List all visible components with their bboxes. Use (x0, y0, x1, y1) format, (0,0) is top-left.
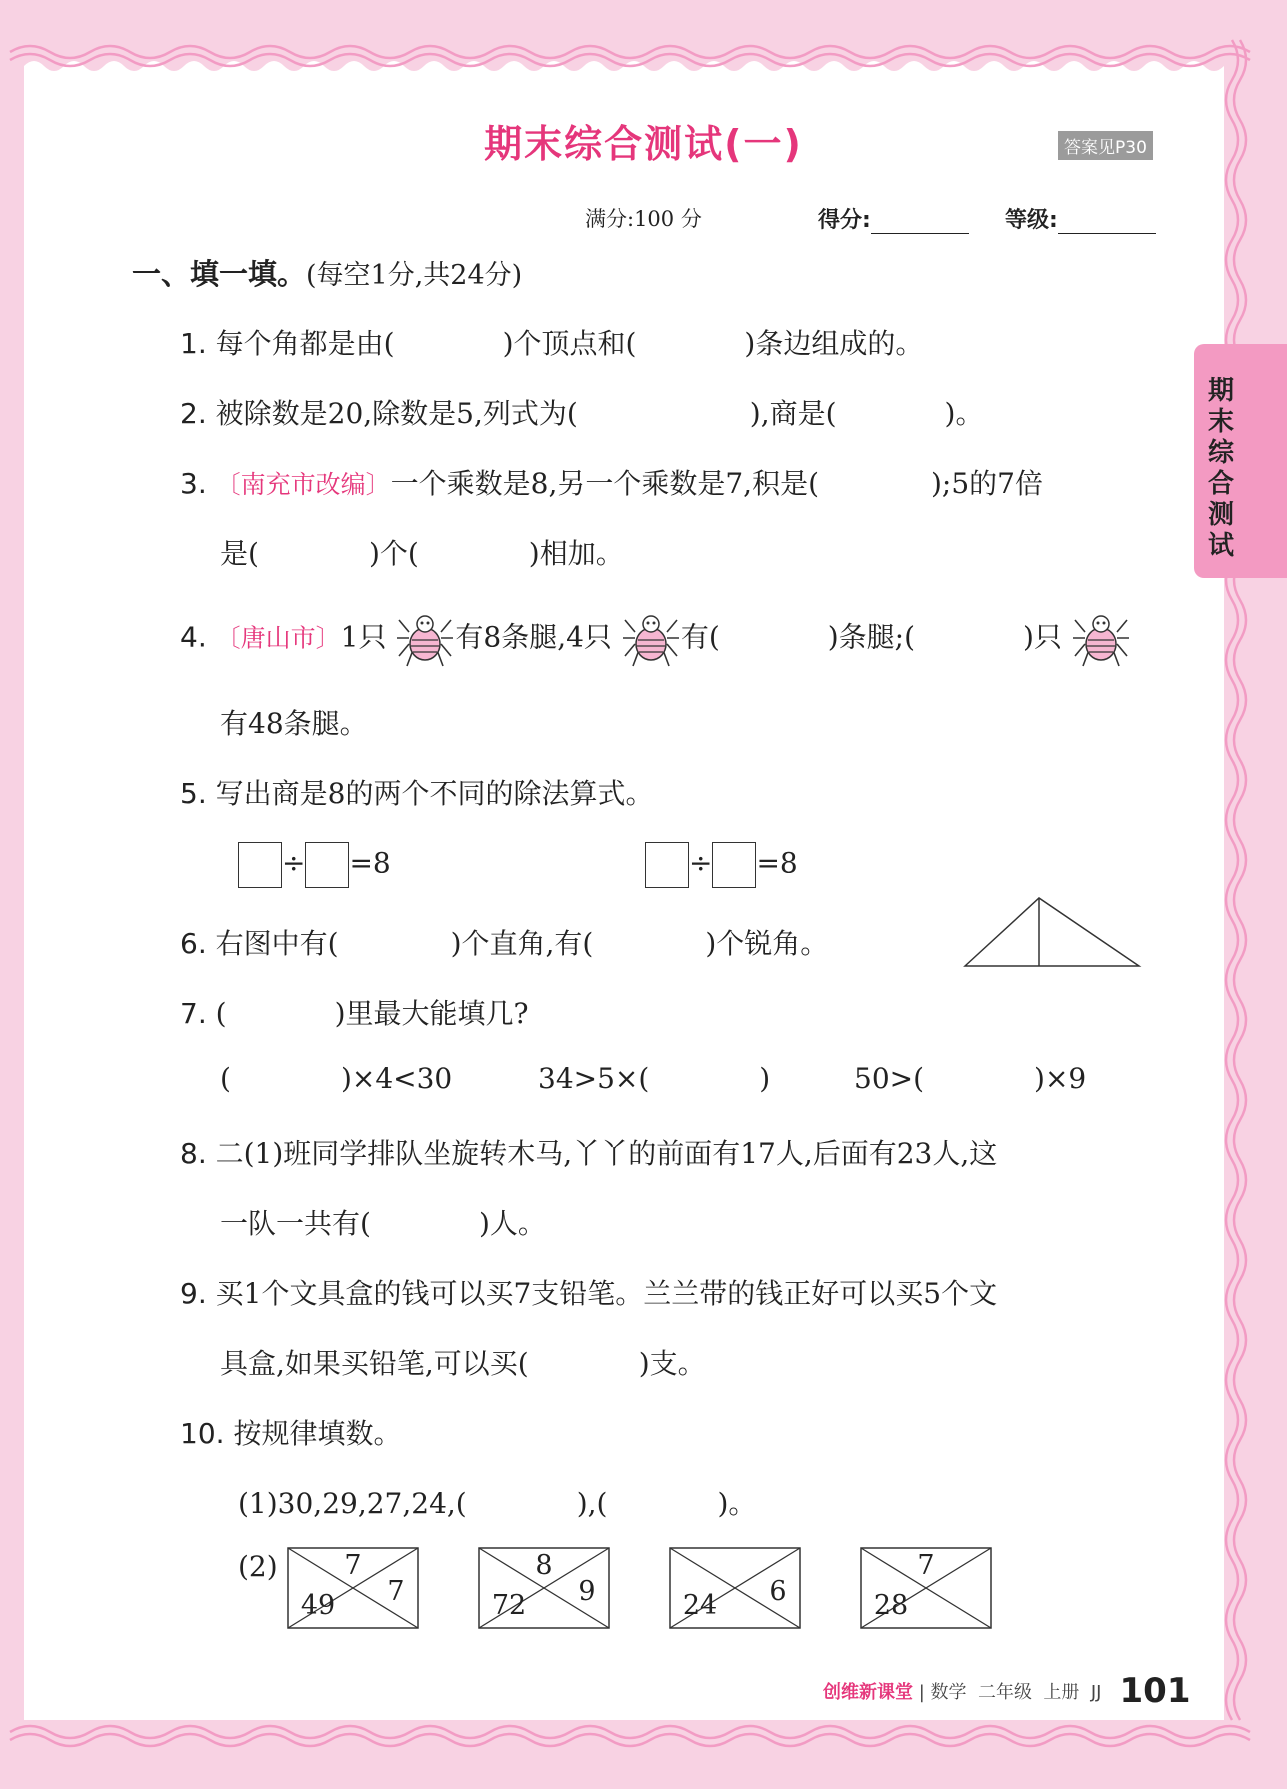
question-4-cont (220, 702, 368, 742)
question-text: 右图中有( (215, 927, 339, 960)
full-score: 满分:100 分 (585, 207, 702, 231)
question-text: 有( (680, 620, 720, 654)
question-text: 买1个文具盒的钱可以买7支铅笔。兰兰带的钱正好可以买5个文 (215, 1277, 998, 1310)
question-5 (180, 772, 653, 812)
question-9-cont (220, 1342, 706, 1382)
equals-eight: =8 (756, 846, 798, 880)
question-8-cont (220, 1202, 546, 1242)
inequality-text: ) (759, 1062, 771, 1095)
pattern-box (861, 1548, 991, 1628)
inequality-text: 34>5×( (538, 1062, 650, 1095)
page-number: 101 (1119, 1671, 1191, 1711)
question-text: 1只 (340, 620, 387, 654)
sequence-text: (1)30,29,27,24,( (238, 1487, 467, 1520)
question-text: 每个角都是由( (215, 327, 395, 360)
footer-term: 上册 (1043, 1682, 1080, 1703)
pattern-box-left-number: 49 (300, 1590, 336, 1621)
question-text: )支。 (638, 1347, 706, 1380)
question-10 (180, 1412, 401, 1452)
division-expression-2 (645, 842, 798, 888)
pattern-box-right-number: 7 (387, 1576, 405, 1607)
question-number: 6. (180, 927, 207, 960)
question-number: 8. (180, 1137, 207, 1170)
question-text: )个顶点和( (502, 327, 637, 360)
question-text: 二(1)班同学排队坐旋转木马,丫丫的前面有17人,后面有23人,这 (215, 1137, 998, 1170)
question-text: 是( (220, 537, 259, 570)
triangle-figure (963, 896, 1143, 968)
pattern-box-right-number: 6 (769, 1576, 787, 1607)
question-text: 按规律填数。 (233, 1417, 402, 1450)
spider-icon (621, 608, 681, 670)
question-text: 被除数是20,除数是5,列式为( (215, 397, 578, 430)
question-3-cont (220, 532, 624, 572)
footer-edition: JJ (1090, 1682, 1102, 1703)
question-6 (180, 922, 828, 962)
question-number: 9. (180, 1277, 207, 1310)
question-10-part-1 (238, 1482, 756, 1522)
answer-reference: 答案见P30 (1058, 131, 1153, 160)
question-10-part-2-label: (2) (238, 1550, 278, 1583)
pattern-box-top-number: 8 (535, 1550, 553, 1581)
question-text: 一队一共有( (220, 1207, 371, 1240)
grade-blank[interactable] (1058, 211, 1156, 234)
pattern-box (479, 1548, 609, 1628)
question-number: 10. (180, 1417, 225, 1450)
pattern-box (288, 1548, 418, 1628)
footer-sep: | (913, 1682, 931, 1703)
section-note: (每空1分,共24分) (306, 260, 523, 291)
source-tag: 〔南充市改编〕 (215, 470, 391, 499)
inequality-1 (220, 1062, 452, 1095)
pattern-box-left-number: 24 (682, 1590, 718, 1621)
question-text: 写出商是8的两个不同的除法算式。 (215, 777, 654, 810)
question-text: )条腿;( (827, 620, 916, 654)
side-tab-label: 期末综合测试 (1207, 376, 1234, 561)
pattern-box-left-number: 72 (491, 1590, 527, 1621)
question-text: )相加。 (528, 537, 624, 570)
section-title: 一、填一填。 (132, 257, 307, 291)
question-7 (180, 992, 529, 1032)
question-text: )个锐角。 (705, 927, 829, 960)
question-number: 3. (180, 467, 207, 500)
answer-box[interactable] (305, 842, 349, 888)
question-2 (180, 392, 983, 432)
answer-box[interactable] (645, 842, 689, 888)
spider-icon (395, 608, 455, 670)
pattern-box-left-number: 28 (873, 1590, 909, 1621)
question-text: 一个乘数是8,另一个乘数是7,积是( (390, 467, 819, 500)
division-expression-1 (238, 842, 391, 888)
spider-icon (1071, 608, 1131, 670)
sequence-text: )。 (717, 1487, 757, 1520)
question-text: );5的7倍 (931, 467, 1043, 500)
question-text: )个( (368, 537, 419, 570)
inequality-text: )×4<30 (340, 1062, 453, 1095)
source-tag: 〔唐山市〕 (215, 623, 341, 653)
answer-box[interactable] (712, 842, 756, 888)
question-text: )。 (944, 397, 984, 430)
grade-field (1005, 203, 1156, 234)
question-3 (180, 462, 1043, 502)
score-field (818, 203, 969, 234)
footer-grade: 二年级 (977, 1682, 1032, 1703)
inequality-text: ( (220, 1062, 231, 1095)
section-heading (132, 252, 522, 293)
question-number: 1. (180, 327, 207, 360)
question-text: )个直角,有( (450, 927, 594, 960)
question-8 (180, 1132, 997, 1172)
question-text: )只 (1023, 620, 1062, 654)
question-text: ),商是( (749, 397, 837, 430)
pattern-box-top-number: 7 (917, 1550, 935, 1581)
footer (823, 1671, 1190, 1711)
question-text: 有8条腿,4只 (455, 620, 612, 654)
question-number: 4. (180, 620, 207, 654)
pattern-box (670, 1548, 800, 1628)
pattern-box-top-number: 7 (344, 1550, 362, 1581)
inequality-text: )×9 (1034, 1062, 1087, 1095)
inequality-text: 50>( (854, 1062, 925, 1095)
footer-subject: 数学 (930, 1682, 967, 1703)
question-number: 5. (180, 777, 207, 810)
page-title: 期末综合测试(一) (484, 122, 803, 166)
divide-sign: ÷ (282, 846, 306, 880)
question-number: 2. (180, 397, 207, 430)
sequence-text: ),( (576, 1487, 608, 1520)
answer-box[interactable] (238, 842, 282, 888)
grade-label: 等级: (1005, 208, 1058, 233)
question-text: )里最大能填几? (334, 997, 529, 1030)
question-1 (180, 322, 923, 362)
equals-eight: =8 (349, 846, 391, 880)
question-text: 有48条腿。 (220, 707, 368, 740)
score-blank[interactable] (871, 211, 969, 234)
pattern-box-right-number: 9 (578, 1576, 596, 1607)
question-text: 具盒,如果买铅笔,可以买( (220, 1347, 529, 1380)
question-9 (180, 1272, 997, 1312)
divide-sign: ÷ (689, 846, 713, 880)
question-text: ( (215, 997, 227, 1030)
question-number: 7. (180, 997, 207, 1030)
pattern-boxes (286, 1546, 1096, 1646)
score-label: 得分: (818, 208, 871, 233)
question-text: )人。 (478, 1207, 546, 1240)
inequality-2 (538, 1062, 770, 1095)
question-text: )条边组成的。 (744, 327, 924, 360)
inequality-3 (854, 1062, 1086, 1095)
question-4 (180, 608, 1131, 670)
brand-name: 创维新课堂 (823, 1682, 913, 1703)
